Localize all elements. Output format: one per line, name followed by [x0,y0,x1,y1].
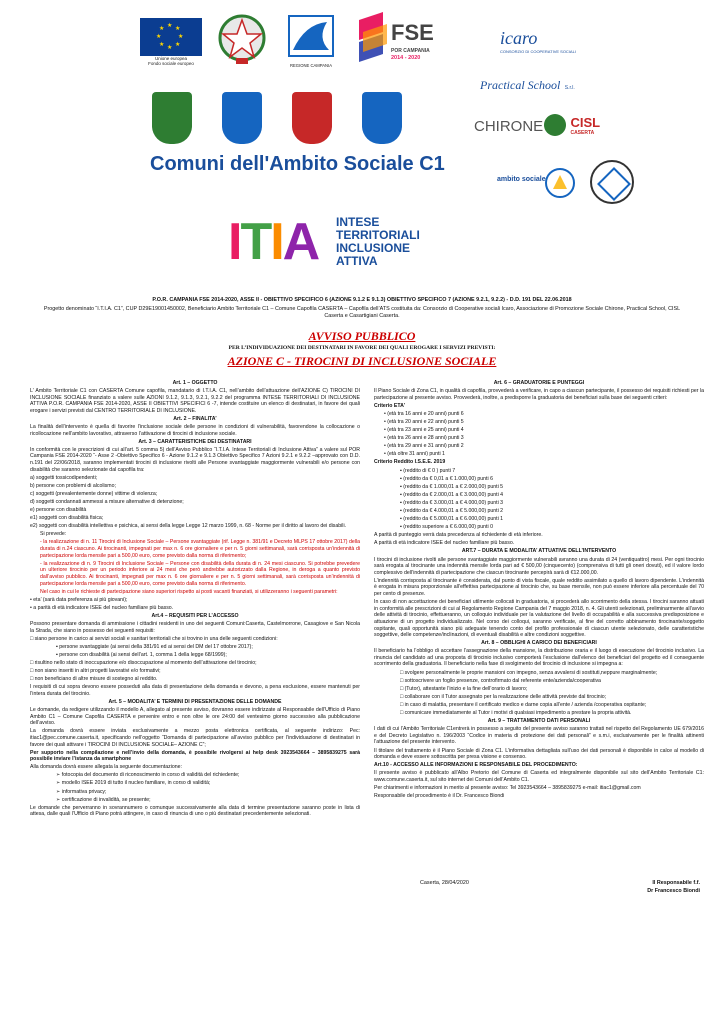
article-heading: Art. 1 – OGGETTO [172,380,218,386]
paragraph: Nel caso in cui le richieste di partecipazione siano superiori rispetto ai posti vacanti finanziati, si utilizzeranno i seguenti parametri: [40,588,338,595]
paragraph: □ comunicare immediatamente al Tutor i motivi di qualsiasi impedimento a prestare la propria attività. [400,710,632,717]
paragraph: Art.10 - ACCESSO ALLE INFORMAZIONI E RESPONSABILE DEL PROCEDIMENTO: [374,762,578,769]
paragraph: La domanda dovrà essere inviata esclusivamente a mezzo posta elettronica certificata, al seguente indirizzo: Pec: itiac1@pec.comune.caserta.it, specificando nell’oggetto “Domanda di partecipazione all’avviso pubblico per l’individuazione di destinatari in favore dei quali attivare i TIROCINI DI INCLUSIONE SOCIALE– AZIONE C”; [30,728,360,748]
practical-name: Practical School [480,78,561,92]
practical-school-logo [480,76,590,94]
project-line: Progetto denominato “I.T.I.A. C1”, CUP D29E19001450002, Beneficiario Ambito Territoriale C1 – Comune Capofila CASERTA – Capofila dell’ATS costituita da: Consorzio di Cooperative sociali Icaro, Associazione di Promozione Sociale Chirone, Practical School, CISL Caserta e Casartigiani Caserta. [43,306,681,319]
paragraph: c) soggetti (prevalentemente donne) vittime di violenza; [30,490,158,497]
itia-logo [228,210,468,280]
paragraph: In caso di non accettazione dei beneficiari utilmente collocati in graduatoria, si procederà allo scorrimento della stessa. I tirocini saranno attuati in conformità alle prescrizioni di cui al Regolamento Regione Campania del 7 maggio 2018, n. 4. Gli utenti selezionati, preliminarmente all’avvio delle attività di tirocinio, effettueranno, un colloquio individuale per la valutazione del livello di occupabilità e alla successiva predisposizione e attuazione di un progetto individualizzato. Nel corso dei colloqui, saranno verificate, al fine del corretto abbinamento tirocinante/soggetto ospitante, quali opportunità siano più adeguate tenendo conto del profilo professionale di ciascun utente selezionato, delle caratteristiche soggettive, delle competenze/inclinazioni, di eventuali disabilità e altre condizioni soggettive. [374,599,704,639]
castelmorrone-crest-icon [222,92,262,144]
cisl-circle-icon [544,114,566,136]
paragraph: ▪ (reddito di € 0 ) punti 7 [400,467,456,474]
paragraph: Il beneficiario ha l’obbligo di accettare l’assegnazione della mansione, la distribuzione oraria e il luogo di esecuzione del tirocinio inclusivo. La rinuncia del candidato ad una proposta di tirocinio inclusivo comporterà l’esclusione dall’elenco dei beneficiari del progetto ed il conseguente scorrimento della graduatoria. Il beneficiario nella fase di svolgimento del tirocinio di inclusione si impegna a: [374,648,704,668]
paragraph: □ svolgere personalmente le proprie mansioni con impegno, senza avvalersi di sostituti,neppure marginalmente; [400,669,658,676]
avviso-title: AVVISO PUBBLICO [308,329,416,343]
regione-label: REGIONE CAMPANIA [289,63,333,68]
cisl-sub: CASERTA [570,129,595,136]
compass-logo-icon [590,160,634,204]
paragraph: b) persone con problemi di alcolismo; [30,482,116,489]
azione-title: AZIONE C - TIROCINI DI INCLUSIONE SOCIALE [227,354,497,368]
article-heading: ART.7 – DURATA E MODALITA’ ATTUATIVE DELL’INTERVENTO [461,548,617,555]
chirone-logo [474,118,543,136]
paragraph: Possono presentare domanda di ammissione i cittadini residenti in uno dei seguenti Comuni:Caserta, Castelmorrone, Casagiove e San Nicola la Strada, che siano in possesso dei seguenti requisiti: [30,621,360,634]
casagiove-crest-icon [292,92,332,144]
right-column [374,380,704,801]
eu-caption-1: Unione europea [154,56,188,61]
paragraph: Alla domanda dovrà essere allegata la seguente documentazione: [30,764,182,771]
paragraph: • a parità di età indicatore ISEE del nucleo familiare più basso. [30,604,174,611]
paragraph: - la realizzazione di n. 11 Tirocini di Inclusione Sociale – Persone svantaggiate (rif. Legge n. 381/91 e Decreto MLPS 17 ottobre 2017) della durata di n.24 ciascuno. Ai tirocinanti, impegnati per max n. 6 ore giornaliere e per n. 5 giorni settimanali, sarà corrisposta un’indennità di partecipazione lorda mensile pari a 500,00 euro, come previsto dalla norma di riferimento; [40,539,360,559]
paragraph: • (età tra 29 anni e 31 anni) punti 2 [384,443,464,450]
paragraph: ➢ certificazione di invalidità, se presente; [56,796,151,803]
responsabile-title: Il Responsabile f.f. [652,880,700,886]
paragraph: In conformità con le prescrizioni di cui all’art. 5 comma 5) dell’Avviso Pubblico “I.T.I.A. Intese Territoriali di Inclusione Attiva” a valere sul POR Campania FSE 2014-2020 “- Asse 2 -Obiettivo Specifico 6 - Azione 9.1.2 e 9.1.3 Obiettivo Specifico 7 Azioni 9.2.1 e 9.2.2 –approvato con D.D. n.191 del 22/06/2018, saranno implementati tirocini di inclusione rivolti alle Persone svantaggiate maggiormente vulnerabili e/o persone con disabilità che saranno selezionate dal capofila tra: [30,446,360,473]
paragraph: I dati di cui l’Ambito Territoriale C1entrerà in possesso a seguito del presente avviso saranno trattati nel rispetto del Regolamento UE 679/2016 e del Decreto Legislativo n. 196/2003 “Codice in materia di protezione dei dati personali” e s.m.i, esclusivamente per le finalità attinenti l’attuazione del presente intervento. [374,726,704,746]
itia-letter-t: T [240,213,271,271]
fse-sub: POR CAMPANIA [391,48,430,54]
paragraph: □ non beneficiano di altre misure di sostegno al reddito. [30,676,158,683]
paragraph: • eta’ (sarà data preferenza ai più giovani); [30,596,128,603]
paragraph: ▪ (reddito da € 5.000,01 a € 6.000,00) punti 1 [400,516,504,523]
place-date: Caserta, 28/04/2020 [420,880,469,886]
icaro-logo [500,28,590,54]
paragraph: I requisiti di cui sopra devono essere posseduti alla data di presentazione della domanda e devono, a pena esclusione, essere mantenuti per l’intera durata del tirocinio. [30,684,360,697]
itia-letter-i1: I [228,213,241,271]
paragraph: I tirocini di inclusione rivolti alle persone svantaggiate maggiormente vulnerabili avranno una durata di 24 (ventiquattro) mesi. Per ogni tirocinio sarà erogata al tirocinante una indennità mensile lorda pari ad € 500,00 (cinquecento) (comprensiva di tutti gli oneri dovuti), ed il valore lordo complessivo dell’indennità di partecipazione che ciascun tirocinante percepirà sarà di €12.000,00. [374,556,704,576]
paragraph: A parità di punteggio verrà data precedenza al richiedente di età inferiore. [374,532,543,539]
icaro-name: icaro [500,28,538,48]
paragraph: Per supporto nella compilazione e nell’invio della domanda, è possibile rivolgersi ai help desk 3923543664 – 3895839275 sarà possibile inviare l’istanza da smartphone [30,749,360,763]
fse-logo [355,12,445,72]
paragraph: □ (Tutor), attestante l’inizio e la fine dell’orario di lavoro; [400,685,528,692]
practical-tag: S.r.l. [564,85,575,91]
paragraph: Si prevede: [40,531,67,538]
comuni-title: Comuni dell'Ambito Sociale C1 [150,153,445,175]
paragraph: • (età oltre 31 anni) punti 1 [384,451,445,458]
paragraph: ➢ fotocopia del documento di riconoscimento in corso di validità del richiedente; [56,772,240,779]
article-heading: Art. 9 – TRATTAMENTO DATI PERSONALI [487,718,591,725]
paragraph: Il titolare del trattamento è il Piano Sociale di Zona C1. L’informativa dettagliata sull’uso dei dati personali è disponibile in calce al modello di domanda e deve essere sottoscritta per presa visione e consenso. [374,747,704,761]
paragraph: ▪ (reddito superiore a € 6.000,00) punti 0 [400,524,493,531]
paragraph: ▪ (reddito da € 1.000,01 a € 2.000,00) punti 5 [400,483,504,490]
paragraph: L’indennità corrisposta al tirocinante è considerata, dal punto di vista fiscale, quale reddito assimilato a quello di lavoro dipendente. L’indennità è erogata in misura proporzionale all’effettiva partecipazione al tirocinio che, su base mensile, non può essere inferiore alla percentuale del 70 per cento di presenze. [374,577,704,598]
casartigiani-logo-icon [545,168,575,198]
article-heading: Art. 8 – OBBLIGHI A CARICO DEI BENEFICIARI [481,640,597,647]
article-heading: Art. 5 – MODALITA’ E TERMINI DI PRESENTAZIONE DELLE DOMANDE [108,698,282,705]
article-heading: Art. 3 – CARATTERISTICHE DEI DESTINATARI [138,438,252,445]
paragraph: ▪ (reddito da € 3.000,01 a € 4.000,00) punti 3 [400,499,504,506]
per-line: PER L’INDIVIDUAZIONE DEI DESTINATARI IN FAVORE DEI QUALI EROGARE I SERVIZI PREVISTI: [228,345,496,351]
left-column [30,380,360,819]
paragraph: d) soggetti condannati ammessi a misure alternative di detenzione; [30,499,184,505]
paragraph: Le domande che perverranno in sovrannumero o comunque successivamente alla data di termine presentazione saranno poste in lista di attesa, dalle quali l’Ufficio di Piano potrà attingere, in caso di rinuncia di uno o più destinatari precedentemente selezionati. [30,804,360,818]
paragraph: ▪ persone con disabilità (ai sensi dell’art. 1, comma 1 della legge 68/1999); [56,651,227,658]
article-heading: Art. 2 – FINALITA’ [173,415,217,422]
paragraph: ▪ (reddito da € 0,01 a € 1.000,00) punti 6 [400,475,493,482]
paragraph: □ non siano inseriti in altri progetti lavorativi e/o formativi; [30,668,161,675]
paragraph: ▪ (reddito da € 4.000,01 a € 5.000,00) punti 2 [400,508,504,514]
paragraph: □ in caso di malattia, presentare il certificato medico e darne copia all’ente / azienda /cooperativa ospitante; [400,701,647,708]
paragraph: a) soggetti tossicodipendenti; [30,474,98,481]
paragraph: □ collaborare con il Tutor assegnato per la realizzazione delle attività previste dal tirocinio; [400,693,607,700]
fse-shape-icon [355,12,391,68]
por-line: P.O.R. CAMPANIA FSE 2014-2020, ASSE II - OBIETTIVO SPECIFICO 6 (AZIONE 9.1.2 E 9.1.3) OBIETTIVO SPECIFICO 7 (AZIONE 9.2.1, 9.2.2) - D.D. 191 DEL 22.06.2018 [152,297,572,303]
paragraph: e2) soggetti con disabilità intellettiva e psichica, ai sensi della legge Legge 12 marzo 1999, n. 68 - Norme per il diritto al lavoro dei disabili. [30,523,347,530]
paragraph: e1) soggetti con disabilità fisica; [30,515,104,522]
icaro-sub: CONSORZIO DI COOPERATIVE SOCIALI [500,49,576,54]
italy-emblem-icon [216,10,268,68]
fse-years: 2014 - 2020 [391,55,421,61]
regione-campania-logo [287,14,335,70]
paragraph: L’ Ambito Territoriale C1 con CASERTA Comune capofila, mandatario di I.T.I.A. C1, nell’ambito dell’attuazione dell’AZIONE C) TIROCINI DI INCLUSIONE SOCIALE finanziato a valere sulle AZIONI 9.1.2, 9.1.3, 9.2.1, 9.2.2 del programma INTESE TERRITORIALI DI INCLUSIONE ATTIVA P.O.R. CAMPANIA FSE 2014-2020, ASSE II OBIETTIVI SPECIFICI 6 -7, intende costituire un elenco di destinatari, in favore dei quali erogare i servizi previsti dal CENTRO TERRITORIALE DI INCLUSIONE. [30,388,360,414]
itia-line-4: ATTIVA [336,254,378,268]
paragraph: e) persone con disabilità [30,507,87,514]
paragraph: Il presente avviso è pubblicato all’Albo Pretorio del Comune di Caserta ed integralmente disponibile sul sito dell’Ambito Territoriale C1: www.comune.caserta.it, sul sito internet dei Comuni dell’Ambito C1. [374,770,704,783]
paragraph: □ sottoscrivere un foglio presenze, controfirmato dal referente ente/azienda/cooperativa [400,677,601,684]
paragraph: Per chiarimenti e informazioni in merito al presente avviso: Tel 3923543664 – 3895839275 e-mail: itiac1@gmail.com [374,784,641,791]
paragraph: ▪ (reddito da € 2.000,01 a € 3.000,00) punti 4 [400,491,504,498]
eu-caption-2: Fondo sociale europeo [148,61,194,66]
eu-flag-icon: ★ ★ ★ ★ ★ ★ ★ ★ [140,18,202,56]
ambito-small-logo: ambito sociale [497,176,546,183]
paragraph: ▪ persone svantaggiate (ai sensi della 381/91 ed ai sensi del DM del 17 ottobre 2017); [56,643,253,650]
paragraph: □ risultino nello stato di inoccupazione e/o disoccupazione al momento dell’attivazione del tirocinio; [30,659,257,666]
san-nicola-crest-icon [362,92,402,144]
paragraph: □ siano persone in carico ai servizi sociali e sanitari territoriali che si trovino in una delle seguenti condizioni: [30,635,278,642]
itia-line-1: INTESE [336,215,380,229]
cisl-name: CISL [570,114,601,130]
paragraph: ➢ modello ISEE 2019 di tutto il nucleo familiare, in corso di validità; [56,780,211,787]
caserta-crest-icon [152,92,192,144]
paragraph: • (età tra 26 anni e 28 anni) punti 3 [384,435,464,442]
paragraph: Il Piano Sociale di Zona C1, in qualità di capofila, provvederà a verificare, in capo a ciascun partecipante, il possesso dei requisiti richiesti per la partecipazione al presente avviso. Provvederà, inoltre, a predisporre la graduatoria dei beneficiari sulla base dei seguenti criteri: [374,388,704,401]
fse-title: FSE [391,20,434,45]
paragraph: La finalità dell’intervento è quella di favorire l’inclusione sociale delle persone in condizioni di vulnerabilità, favorendone la collocazione o ricollocazione nell’ambito lavorativo, attraverso l’attivazione di tirocini di inclusione sociale. [30,424,360,437]
itia-line-2: TERRITORIALI [336,228,420,242]
paragraph: • (età tra 23 anni e 25 anni) punti 4 [384,427,464,434]
article-heading: Art. 6 – GRADUATORIE E PUNTEGGI [493,380,585,386]
itia-line-3: INCLUSIONE [336,241,411,255]
paragraph: Criterio Reddito I.S.E.E. 2019 [374,459,446,466]
itia-letter-i2: I [270,213,283,271]
paragraph: Responsabile del procedimento è il Dr. Francesco Biondi [374,793,505,800]
responsabile-name: Dr Francesco Biondi [647,888,700,894]
paragraph: • (età tra 16 anni e 20 anni) punti 6 [384,410,464,417]
cisl-logo [544,114,600,136]
paragraph: Criterio ETA’ [374,402,406,409]
chirone-name: CHIRONE [474,118,544,135]
paragraph: • (età tra 20 anni e 22 anni) punti 5 [384,418,464,425]
article-heading: Art.4 – REQUISITI PER L’ACCESSO [151,612,239,619]
eu-logo [140,18,202,66]
paragraph: - la realizzazione di n. 9 Tirocini di Inclusione Sociale – Persone con disabilità della durata di n. 24 mesi ciascuno. Si potrebbe prevedere un ulteriore tirocinio per un periodo inferiore ai 24 mesi che però andrebbe autorizzato dalla Regione, in deroga a quanto previsto dall’avviso pubblico. Ai tirocinanti, impegnati per max n. 6 ore giornaliere e per n. 5 giorni settimanali, sarà corrisposta un’indennità di partecipazione lorda mensile pari a 500,00 euro, come previsto dalla norma di riferimento. [40,560,360,587]
itia-letter-a: A [282,213,319,271]
paragraph: A parità di età indicatore ISEE del nucleo familiare più basso. [374,540,515,547]
paragraph: Le domande, da redigere utilizzando il modello A, allegato al presente avviso, dovranno essere indirizzate al Responsabile dell’Ufficio di Piano Ambito C1 – Comune Capofila CASERTA e pervenire entro e non oltre le ore 24:00 del ventesimo giorno successivo alla pubblicazione dell’avviso. [30,707,360,727]
paragraph: ➢ informativa privacy; [56,788,107,795]
